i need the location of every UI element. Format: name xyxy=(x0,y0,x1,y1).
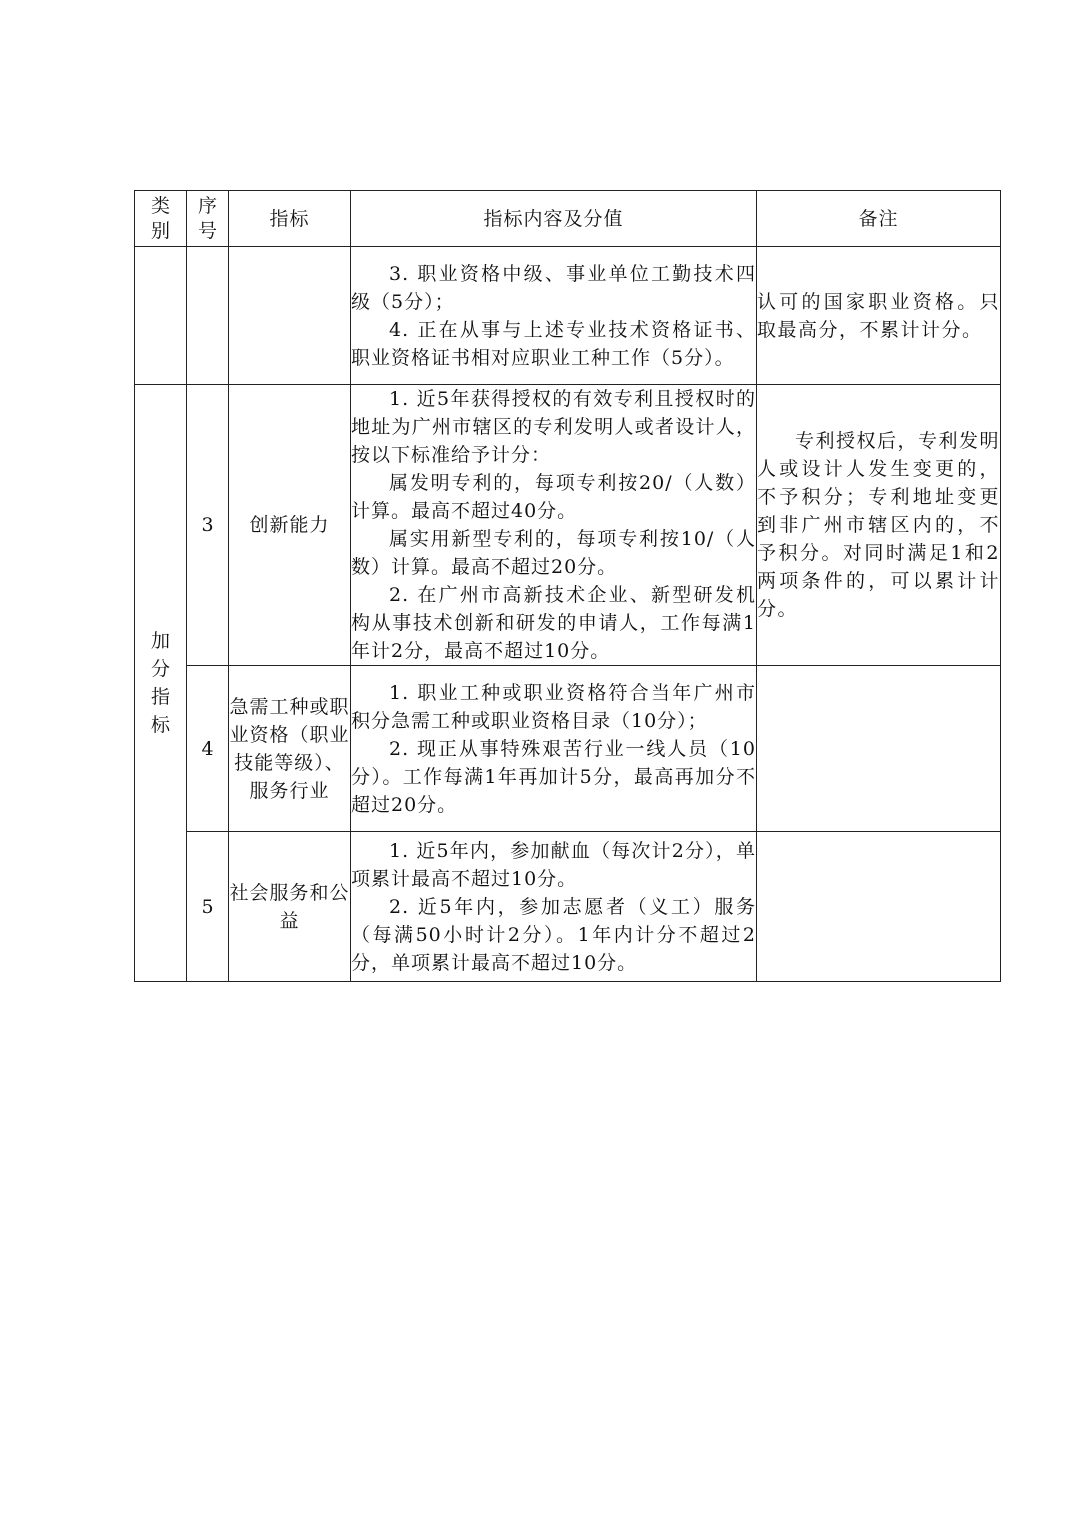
category-bonus-indicators: 加 分 指 标 xyxy=(135,385,187,982)
continuation-seq-cell xyxy=(187,247,229,385)
continuation-content-item: 4. 正在从事与上述专业技术资格证书、职业资格证书相对应职业工种工作（5分）。 xyxy=(351,318,756,369)
table-header-row xyxy=(135,191,1001,247)
content-item: 属发明专利的，每项专利按20/（人数）计算。最高不超过40分。 xyxy=(351,472,756,522)
row-seq: 4 xyxy=(187,666,229,832)
continuation-note-text: 认可的国家职业资格。只取最高分，不累计计分。 xyxy=(757,290,1000,341)
content-item: 1. 职业工种或职业资格符合当年广州市积分急需工种或职业资格目录（10分）； xyxy=(351,681,756,732)
header-note: 备注 xyxy=(757,191,1001,247)
continuation-category-cell xyxy=(135,247,187,385)
continuation-content-item: 3. 职业资格中级、事业单位工勤技术四级（5分）； xyxy=(351,262,756,313)
content-item: 1. 近5年内，参加献血（每次计2分），单项累计最高不超过10分。 xyxy=(351,839,756,890)
continuation-indicator-cell xyxy=(229,247,351,385)
content-item: 1. 近5年获得授权的有效专利且授权时的地址为广州市辖区的专利发明人或者设计人，按以下标准给予计分： xyxy=(351,388,756,466)
row-content xyxy=(351,385,757,666)
row-note xyxy=(757,385,1001,666)
row-note xyxy=(757,666,1001,832)
row-indicator: 社会服务和公益 xyxy=(229,832,351,982)
row-content xyxy=(351,666,757,832)
header-category: 类 别 xyxy=(135,191,187,247)
row-seq: 5 xyxy=(187,832,229,982)
table-row xyxy=(135,832,1001,982)
content-item: 属实用新型专利的，每项专利按10/（人数）计算。最高不超过20分。 xyxy=(351,528,756,578)
header-indicator: 指标 xyxy=(229,191,351,247)
content-item: 2. 在广州市高新技术企业、新型研发机构从事技术创新和研发的申请人，工作每满1年计2分，最高不超过10分。 xyxy=(351,584,756,662)
header-content: 指标内容及分值 xyxy=(351,191,757,247)
table-row xyxy=(135,666,1001,832)
row-content xyxy=(351,832,757,982)
continuation-content-cell xyxy=(351,247,757,385)
scoring-table xyxy=(134,190,1001,982)
note-text: 专利授权后，专利发明人或设计人发生变更的，不予积分；专利地址变更到非广州市辖区内的，不予积分。对同时满足1和2两项条件的，可以累计计分。 xyxy=(757,430,1001,620)
row-note xyxy=(757,832,1001,982)
row-indicator: 创新能力 xyxy=(229,385,351,666)
table-row xyxy=(135,385,1001,666)
row-indicator: 急需工种或职业资格（职业技能等级）、服务行业 xyxy=(229,666,351,832)
row-seq: 3 xyxy=(187,385,229,666)
content-item: 2. 近5年内，参加志愿者（义工）服务（每满50小时计2分）。1年内计分不超过2分，单项累计最高不超过10分。 xyxy=(351,895,756,974)
content-item: 2. 现正从事特殊艰苦行业一线人员（10分）。工作每满1年再加计5分，最高再加分不超过20分。 xyxy=(351,737,756,816)
continuation-note-cell xyxy=(757,247,1001,385)
header-seq: 序 号 xyxy=(187,191,229,247)
table-row-continuation xyxy=(135,247,1001,385)
